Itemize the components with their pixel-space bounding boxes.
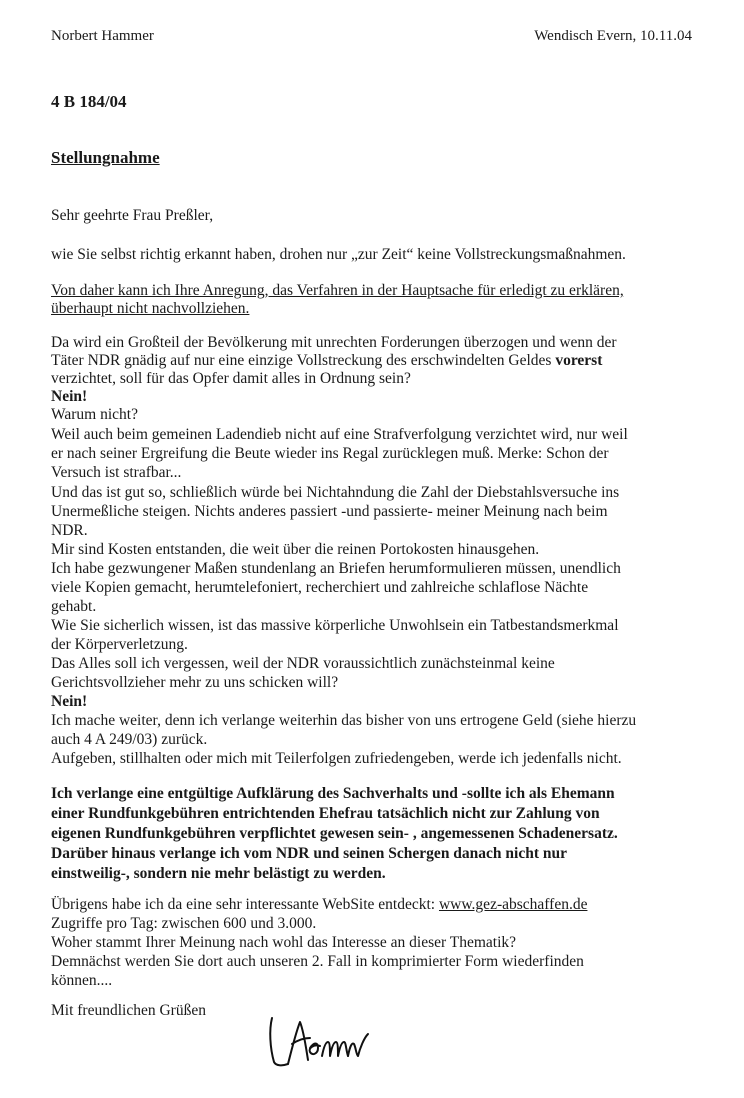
text-line: er nach seiner Ergreifung die Beute wieder ins Regal zurücklegen muß. Merke: Schon der	[51, 445, 609, 462]
demand-line: einer Rundfunkgebühren entrichtenden Ehefrau tatsächlich nicht zur Zahlung von	[51, 805, 600, 822]
closing-line: Zugriffe pro Tag: zwischen 600 und 3.000.	[51, 915, 317, 932]
text-line: Ich mache weiter, denn ich verlange weiterhin das bisher von uns ertrogene Geld (siehe hierzu	[51, 712, 637, 729]
paragraph-3-line: Da wird ein Großteil der Bevölkerung mit unrechten Forderungen überzogen und wenn der	[51, 334, 617, 351]
closing-line: Woher stammt Ihrer Meinung nach wohl das Interesse an dieser Thematik?	[51, 934, 517, 951]
text-line: Und das ist gut so, schließlich würde bei Nichtahndung die Zahl der Diebstahlsversuche ins	[51, 484, 620, 501]
text-run: Täter NDR gnädig auf nur eine einzige Vollstreckung des erschwindelten Geldes	[51, 352, 556, 369]
text-line: Weil auch beim gemeinen Ladendieb nicht auf eine Strafverfolgung verzichtet wird, nur weil	[51, 426, 628, 443]
emphasis-text: vorerst	[555, 352, 603, 369]
paragraph-2-line-1: Von daher kann ich Ihre Anregung, das Verfahren in der Hauptsache für erledigt zu erklären,	[51, 282, 624, 299]
text-line: Das Alles soll ich vergessen, weil der NDR voraussichtlich zunächsteinmal keine	[51, 655, 555, 672]
paragraph-3-line	[51, 352, 602, 371]
paragraph-1: wie Sie selbst richtig erkannt haben, drohen nur „zur Zeit“ keine Vollstreckungsmaßnahmen.	[51, 246, 626, 263]
paragraph-3-line: verzichtet, soll für das Opfer damit alles in Ordnung sein?	[51, 370, 411, 387]
text-line: Aufgeben, stillhalten oder mich mit Teilerfolgen zufriedengeben, werde ich jedenfalls nicht.	[51, 750, 622, 767]
text-line: Ich habe gezwungener Maßen stundenlang an Briefen herumformulieren müssen, unendlich	[51, 560, 621, 577]
case-reference: 4 B 184/04	[51, 92, 127, 111]
signature-stroke	[270, 1018, 288, 1065]
text-line: Gerichtsvollzieher mehr zu uns schicken will?	[51, 674, 339, 691]
demand-line: eigenen Rundfunkgebühren verpflichtet gewesen sein- , angemessenen Schadenersatz.	[51, 825, 618, 842]
signature-stroke	[310, 1044, 320, 1055]
demand-line: einstweilig-, sondern nie mehr belästigt zu werden.	[51, 865, 386, 882]
closing-line: können....	[51, 972, 113, 989]
place-date: Wendisch Evern, 10.11.04	[534, 28, 692, 44]
signature-stroke	[348, 1034, 368, 1056]
text-line: der Körperverletzung.	[51, 636, 188, 653]
text-line: NDR.	[51, 522, 88, 539]
sign-off: Mit freundlichen Grüßen	[51, 1002, 206, 1019]
text-run: Übrigens habe ich da eine sehr interessante WebSite entdeckt:	[51, 896, 439, 913]
text-line: Mir sind Kosten entstanden, die weit über die reinen Portokosten hinausgehen.	[51, 541, 540, 558]
closing-line: Demnächst werden Sie dort auch unseren 2. Fall in komprimierter Form wiederfinden	[51, 953, 584, 970]
text-line: viele Kopien gemacht, herumtelefoniert, recherchiert und zahlreiche schlaflose Nächte	[51, 579, 589, 596]
nein-exclamation: Nein!	[51, 388, 88, 405]
text-line: Unermeßliche steigen. Nichts anderes passiert -und passierte- meiner Meinung nach beim	[51, 503, 608, 520]
nein-exclamation: Nein!	[51, 693, 88, 710]
text-line: gehabt.	[51, 598, 97, 615]
closing-line	[51, 896, 587, 915]
demand-line: Ich verlange eine entgültige Aufklärung des Sachverhalts und -sollte ich als Ehemann	[51, 785, 615, 802]
sender-name: Norbert Hammer	[51, 28, 154, 44]
paragraph-2-line-2: überhaupt nicht nachvollziehen.	[51, 300, 250, 317]
text-line: auch 4 A 249/03) zurück.	[51, 731, 208, 748]
signature-stroke	[288, 1022, 310, 1064]
salutation: Sehr geehrte Frau Preßler,	[51, 207, 214, 224]
text-line: Versuch ist strafbar...	[51, 464, 182, 481]
signature	[266, 1008, 416, 1070]
website-link[interactable]: www.gez-abschaffen.de	[438, 896, 588, 913]
letter-subject: Stellungnahme	[51, 148, 160, 167]
text-line: Wie Sie sicherlich wissen, ist das massive körperliche Unwohlsein ein Tatbestandsmerkmal	[51, 617, 619, 634]
signature-stroke	[322, 1042, 348, 1056]
text-line: Warum nicht?	[51, 406, 138, 423]
demand-line: Darüber hinaus verlange ich vom NDR und seinen Schergen danach nicht nur	[51, 845, 568, 862]
